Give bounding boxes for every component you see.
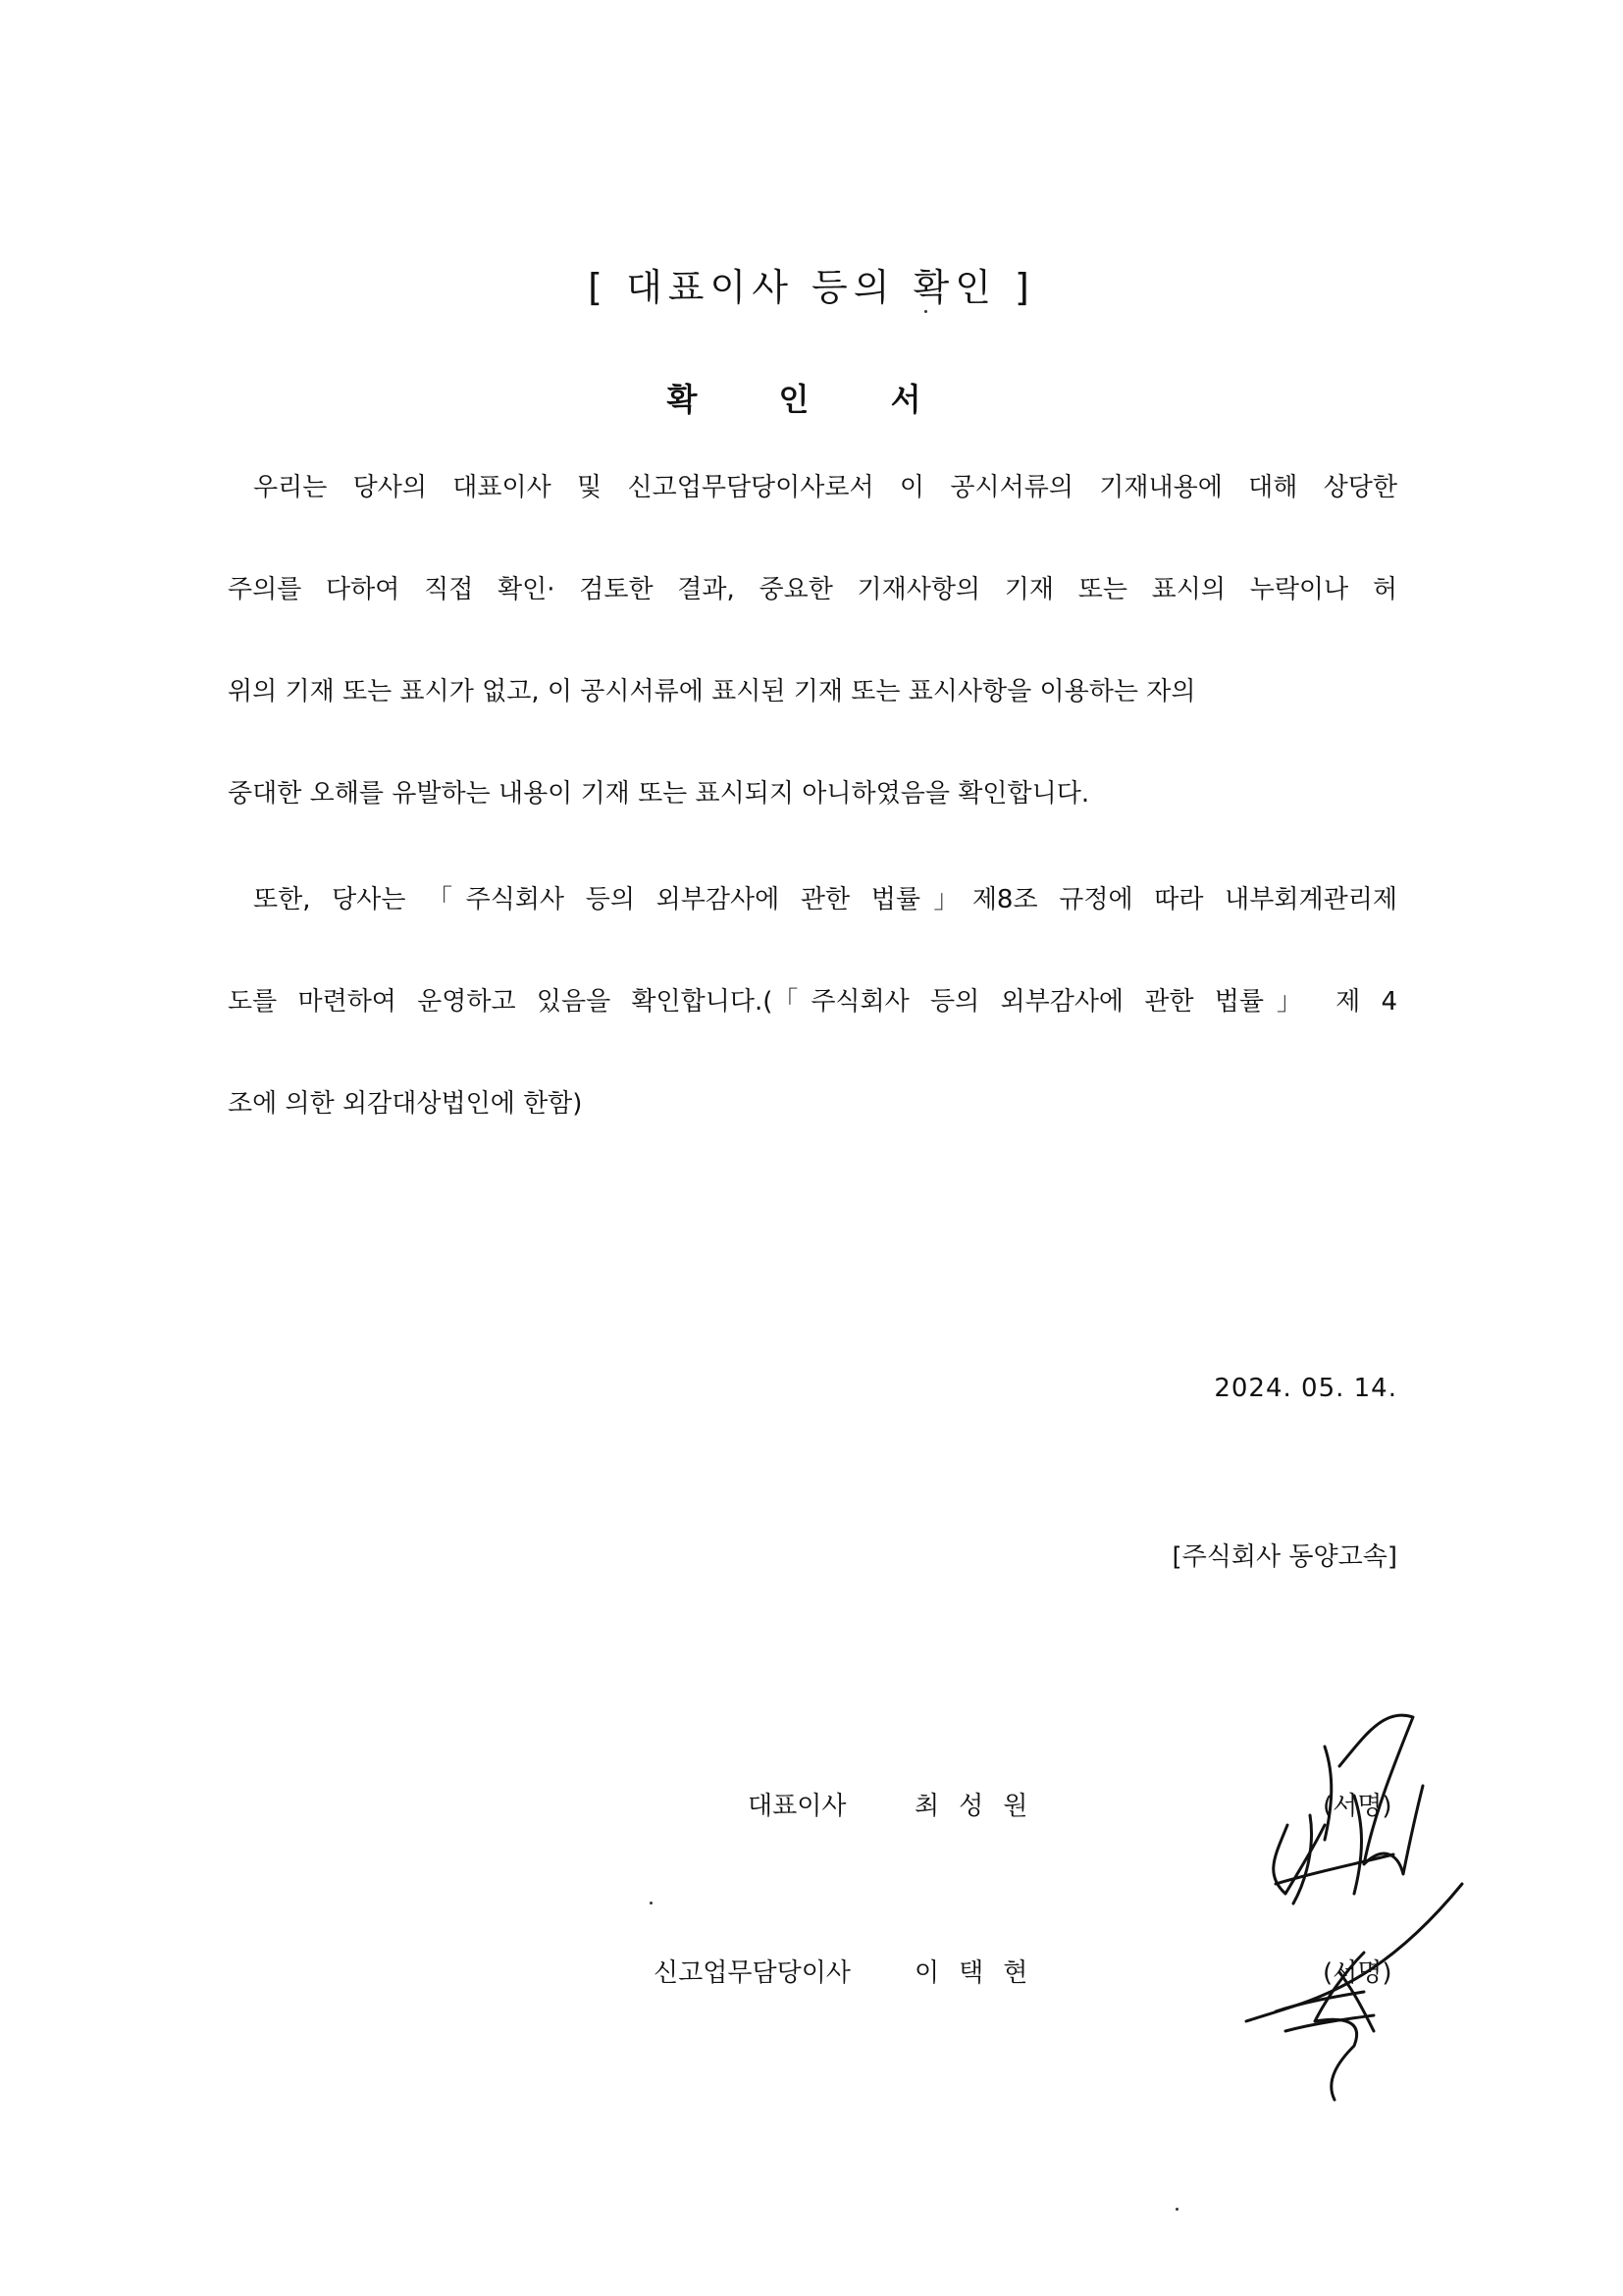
paragraph-line: 주의를 다하여 직접 확인· 검토한 결과, 중요한 기재사항의 기재 또는 표시의 누락이나 허: [228, 575, 1397, 604]
paragraph-line: 중대한 오해를 유발하는 내용이 기재 또는 표시되지 아니하였음을 확인합니다.: [228, 779, 1090, 809]
signer-role: 신고업무담당이사: [654, 1958, 851, 1988]
handwritten-signature-icon: [1217, 1707, 1511, 2119]
company-name: [주식회사 동양고속]: [1172, 1542, 1397, 1572]
internal-control-paragraph: [228, 885, 1397, 1191]
paragraph-line: 위의 기재 또는 표시가 없고, 이 공시서류에 표시된 기재 또는 표시사항을 이용하는 자의: [228, 677, 1196, 706]
signer-name: 이택현: [915, 1958, 1048, 1988]
paragraph-line: 또한, 당사는 「주식회사 등의 외부감사에 관한 법률」제8조 규정에 따라 내부회계관리제: [253, 885, 1397, 914]
scan-speck: [924, 310, 927, 313]
scan-speck: [1176, 2208, 1178, 2211]
signature-mark: (서명): [1323, 1792, 1392, 1821]
scan-speck: [650, 1902, 653, 1905]
confirmation-paragraph: [228, 473, 1397, 881]
signer-role: 대표이사: [748, 1792, 847, 1821]
paragraph-line: 우리는 당사의 대표이사 및 신고업무담당이사로서 이 공시서류의 기재내용에 대해 상당한: [253, 473, 1397, 502]
document-title: [ 대표이사 등의 확인 ]: [588, 266, 1035, 309]
paragraph-line: 조에 의한 외감대상법인에 한함): [228, 1089, 583, 1119]
document-date: 2024. 05. 14.: [1214, 1374, 1397, 1403]
paragraph-line: 도를 마련하여 운영하고 있음을 확인합니다.(「주식회사 등의 외부감사에 관한 법률」 제 4: [228, 987, 1397, 1017]
signer-name: 최성원: [915, 1792, 1048, 1821]
signature-mark: (서명): [1323, 1958, 1392, 1988]
document-subtitle: 확 인 서: [666, 381, 957, 418]
